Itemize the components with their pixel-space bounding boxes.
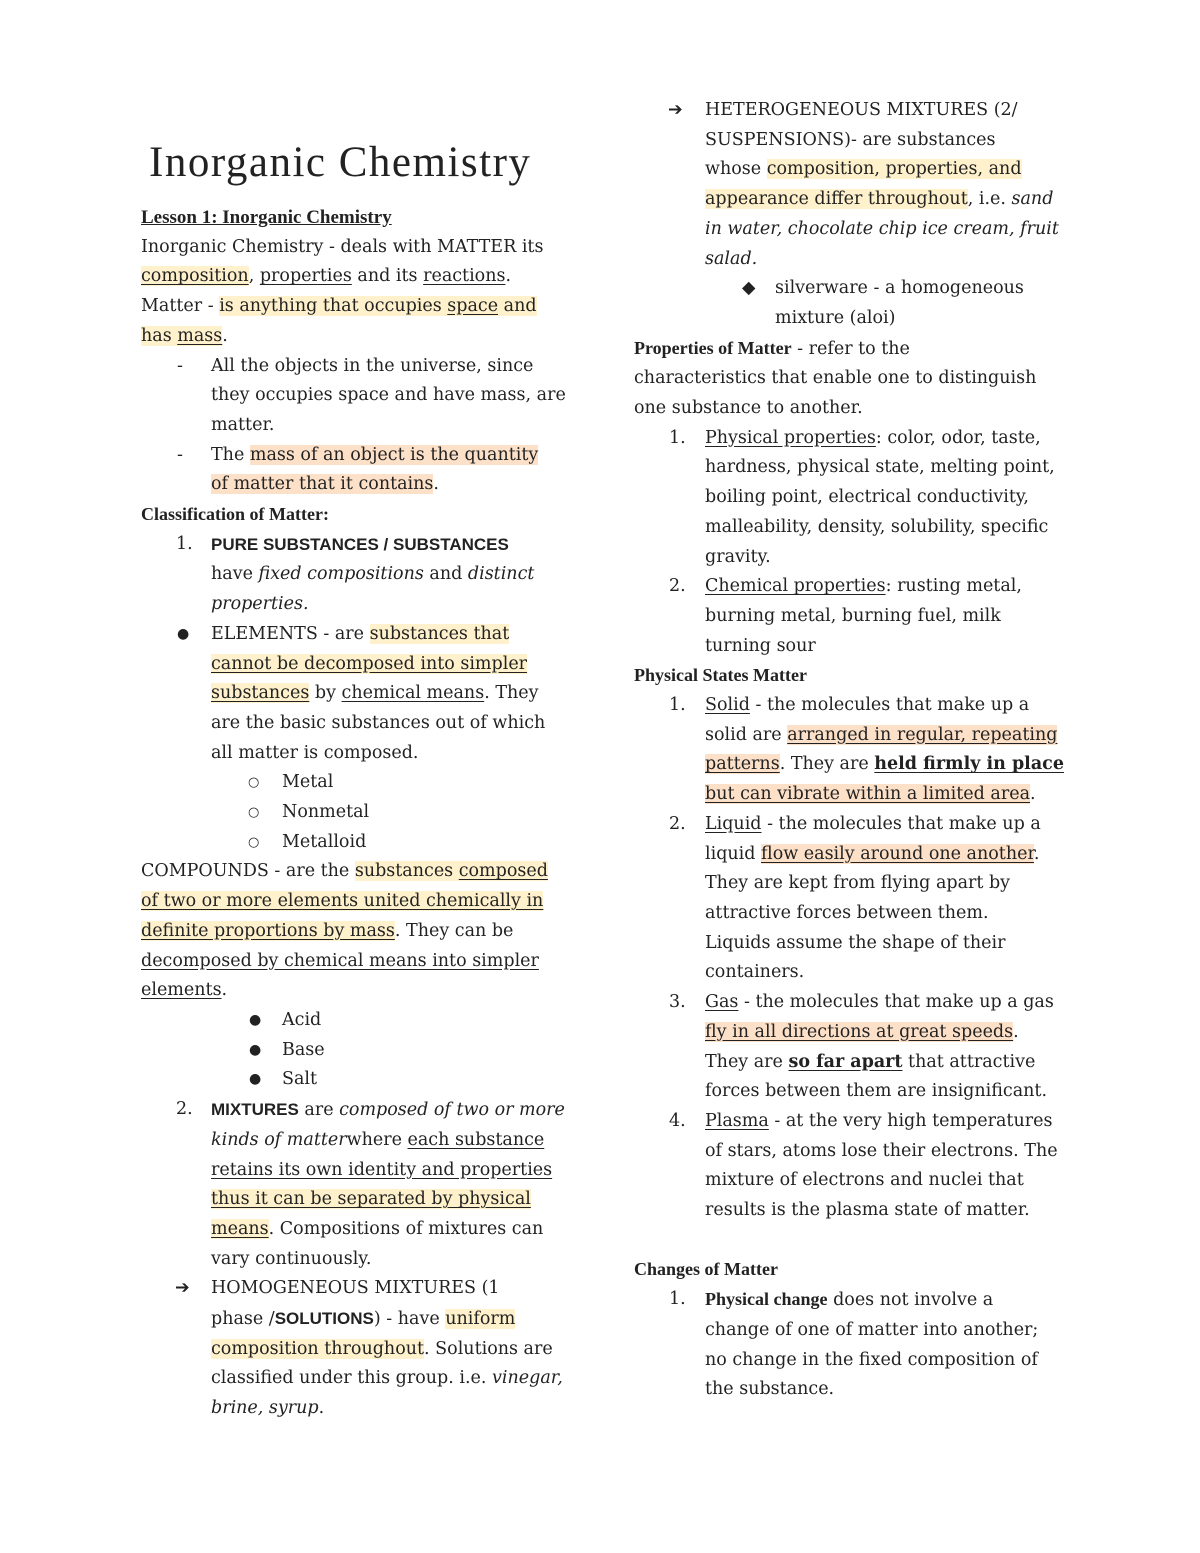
list-item-salt: ● Salt (141, 1065, 581, 1095)
chemical-properties-desc: burning metal, burning fuel, milk (705, 605, 1001, 626)
blank-line (634, 1226, 1074, 1256)
elements-desc: cannot be decomposed into simpler (211, 653, 528, 674)
heterogeneous-desc: SUSPENSIONS)- are substances (705, 129, 996, 150)
liquid-desc: containers. (705, 962, 805, 983)
physical-change-desc: no change in the fixed composition of (705, 1349, 1038, 1370)
solid-desc: patterns. They are held firmly in place (705, 754, 1064, 775)
list-item-chemical-properties: 2. Chemical properties: rusting metal, (669, 576, 1022, 597)
physical-change-desc: the substance. (705, 1379, 835, 1400)
list-item-liquid: 2. Liquid - the molecules that make up a (669, 813, 1041, 834)
list-item-gas: 3. Gas - the molecules that make up a gas (669, 992, 1054, 1013)
list-item-mixtures: 2. MIXTURES are composed of two or more (176, 1099, 565, 1121)
physical-properties-desc: gravity. (705, 546, 771, 567)
list-item-dash-cont: matter. (211, 414, 275, 435)
plasma-desc: results is the plasma state of matter. (705, 1200, 1030, 1221)
physical-states-heading: Physical States Matter (634, 665, 807, 686)
compounds-line-1: COMPOUNDS - are the substances composed (141, 861, 548, 882)
heterogeneous-desc: in water, chocolate chip ice cream, fruit (705, 218, 1059, 239)
plasma-desc: mixture of electrons and nuclei that (705, 1170, 1024, 1191)
bullet-icon: ● (249, 1011, 262, 1028)
bullet-icon: ● (249, 1071, 262, 1088)
gas-desc: They are so far apart that attractive (705, 1051, 1036, 1072)
matter-definition-1: Matter - is anything that occupies space and (141, 296, 537, 317)
pure-substances-desc: properties. (211, 594, 309, 615)
circle-bullet-icon: ○ (248, 775, 260, 791)
bullet-icon: ● (177, 625, 190, 642)
properties-line-2: characteristics that enable one to distinguish (634, 368, 1037, 389)
list-item-silverware: ◆ silverware - a homogeneous (634, 274, 1074, 304)
intro-line-2: composition, properties and its reactions. (141, 266, 512, 287)
changes-heading: Changes of Matter (634, 1259, 778, 1280)
liquid-desc: Liquids assume the shape of their (705, 932, 1006, 953)
properties-line-3: one substance to another. (634, 398, 863, 419)
arrow-right-icon: ➔ (668, 100, 683, 120)
heterogeneous-desc: whose composition, properties, and (705, 159, 1022, 180)
list-item-heterogeneous: ➔ HETEROGENEOUS MIXTURES (2/ (634, 96, 1074, 126)
mixtures-desc: thus it can be separated by physical (211, 1189, 531, 1210)
properties-line-1: Properties of Matter - refer to the (634, 337, 910, 359)
liquid-desc: They are kept from flying apart by (705, 873, 1011, 894)
elements-desc: substances by chemical means. They (211, 683, 539, 704)
gas-desc: forces between them are insignificant. (705, 1081, 1048, 1102)
lesson-heading: Lesson 1: Inorganic Chemistry (141, 207, 392, 228)
liquid-desc: attractive forces between them. (705, 902, 989, 923)
list-item-dash: - All the objects in the universe, since (177, 355, 534, 376)
circle-bullet-icon: ○ (248, 805, 260, 821)
plasma-desc: of stars, atoms lose their electrons. The (705, 1140, 1058, 1161)
compounds-line-5: elements. (141, 980, 228, 1001)
compounds-line-2: of two or more elements united chemically in (141, 891, 544, 912)
mixtures-desc: vary continuously. (211, 1248, 372, 1269)
list-item-plasma: 4. Plasma - at the very high temperatures (669, 1110, 1053, 1131)
list-item-homogeneous: ➔ HOMOGENEOUS MIXTURES (1 (141, 1274, 581, 1304)
heterogeneous-desc: appearance differ throughout, i.e. sand (705, 189, 1054, 210)
silverware-desc: mixture (aloi) (775, 307, 896, 328)
list-item-acid: ● Acid (141, 1006, 581, 1036)
physical-properties-desc: malleability, density, solubility, specific (705, 516, 1049, 537)
list-item-metalloid: ○ Metalloid (141, 828, 581, 858)
mixtures-desc: means. Compositions of mixtures can (211, 1218, 544, 1239)
list-item-dash-cont: they occupies space and have mass, are (211, 385, 566, 406)
homogeneous-desc: brine, syrup. (211, 1398, 325, 1419)
list-item-elements: ● ELEMENTS - are substances that (141, 620, 581, 650)
elements-desc: all matter is composed. (211, 742, 419, 763)
classification-heading: Classification of Matter: (141, 504, 329, 525)
intro-line-1: Inorganic Chemistry - deals with MATTER its (141, 236, 544, 257)
list-item-metal: ○ Metal (141, 768, 581, 798)
list-item-dash: - The mass of an object is the quantity (177, 444, 539, 465)
homogeneous-desc: classified under this group. i.e. vinegar, (211, 1368, 563, 1389)
arrow-right-icon: ➔ (175, 1278, 190, 1299)
mixtures-desc: retains its own identity and properties (211, 1159, 553, 1180)
liquid-desc: liquid flow easily around one another. (705, 843, 1040, 864)
chemical-properties-desc: turning sour (705, 635, 816, 656)
elements-desc: are the basic substances out of which (211, 712, 546, 733)
bullet-icon: ● (249, 1041, 262, 1058)
physical-properties-desc: hardness, physical state, melting point, (705, 457, 1055, 478)
physical-properties-desc: boiling point, electrical conductivity, (705, 487, 1029, 508)
list-item-physical-change: 1. Physical change does not involve a (669, 1289, 994, 1311)
solid-desc: but can vibrate within a limited area. (705, 784, 1036, 805)
list-item-solid: 1. Solid - the molecules that make up a (669, 695, 1030, 716)
circle-bullet-icon: ○ (248, 834, 260, 850)
solid-desc: solid are arranged in regular, repeating (705, 724, 1058, 745)
list-item-pure-substances: 1. PURE SUBSTANCES / SUBSTANCES (176, 533, 509, 554)
list-item-dash-cont: of matter that it contains. (211, 474, 439, 495)
page-title: Inorganic Chemistry (149, 139, 532, 186)
heterogeneous-desc: salad. (705, 248, 758, 269)
matter-definition-2: has mass. (141, 325, 228, 346)
compounds-line-4: decomposed by chemical means into simpler (141, 950, 539, 971)
list-item-base: ● Base (141, 1036, 581, 1066)
list-item-nonmetal: ○ Nonmetal (141, 798, 581, 828)
pure-substances-desc: have fixed compositions and distinct (211, 564, 535, 585)
physical-change-desc: change of one of matter into another; (705, 1319, 1039, 1340)
mixtures-desc: kinds of matterwhere each substance (211, 1129, 545, 1150)
homogeneous-desc: composition throughout. Solutions are (211, 1338, 553, 1359)
compounds-line-3: definite proportions by mass. They can be (141, 920, 514, 941)
homogeneous-desc: phase /SOLUTIONS) - have uniform (211, 1309, 516, 1330)
gas-desc: fly in all directions at great speeds. (705, 1021, 1019, 1042)
list-item-physical-properties: 1. Physical properties: color, odor, taste, (669, 427, 1041, 448)
diamond-bullet-icon: ◆ (742, 278, 756, 299)
